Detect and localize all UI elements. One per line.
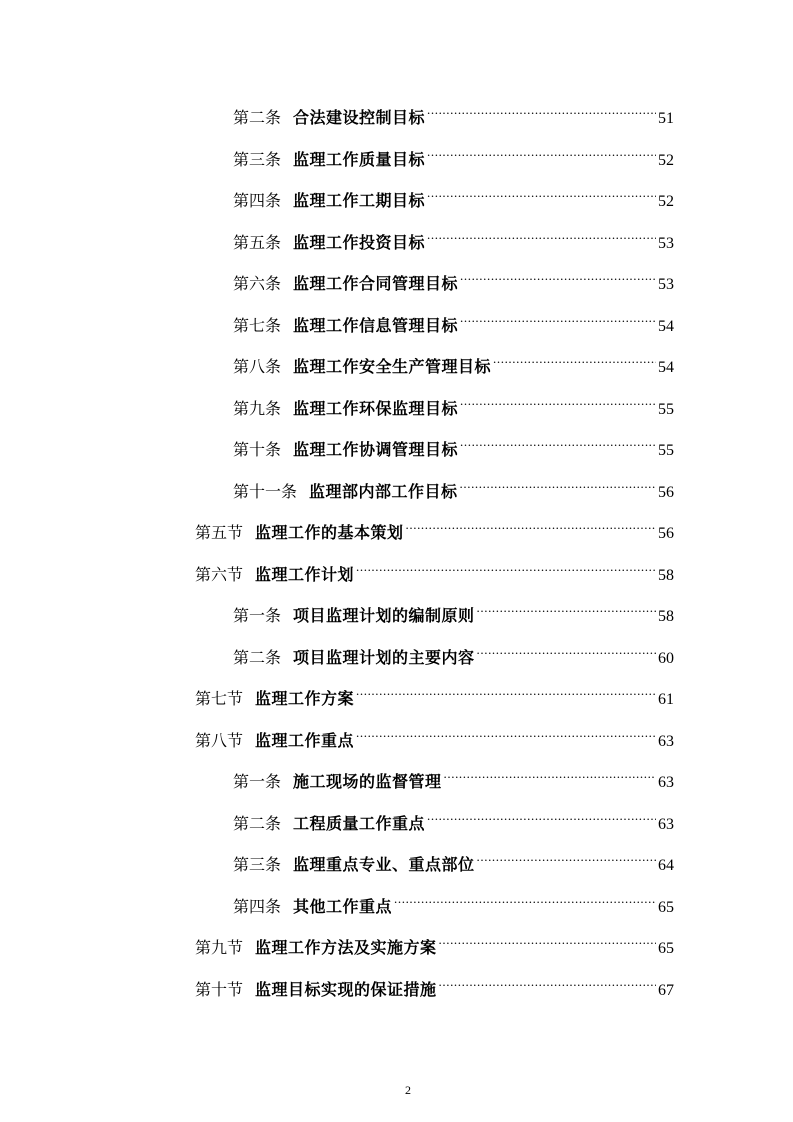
toc-entry-page: 53 — [658, 276, 674, 293]
dot-leader — [439, 925, 656, 953]
toc-entry-title: 监理重点专业、重点部位 — [293, 855, 475, 874]
dot-leader — [460, 427, 656, 455]
toc-article-entry[interactable] — [233, 842, 674, 874]
toc-article-entry[interactable] — [233, 427, 674, 459]
dot-leader — [460, 261, 656, 289]
dot-leader — [439, 967, 656, 995]
toc-article-entry[interactable] — [233, 884, 674, 916]
toc-entry-title: 监理目标实现的保证措施 — [255, 979, 437, 999]
toc-entry-page: 55 — [658, 400, 674, 418]
toc-entry-title: 监理工作方案 — [255, 689, 355, 708]
dot-leader — [356, 552, 656, 580]
toc-entry-page: 63 — [658, 815, 674, 833]
toc-entry-title: 监理工作的基本策划 — [255, 523, 404, 542]
toc-entry-title: 监理工作方法及实施方案 — [255, 938, 437, 957]
toc-entry-page: 52 — [658, 193, 674, 210]
dot-leader — [394, 884, 656, 912]
toc-entry-page: 55 — [658, 442, 674, 459]
toc-entry-page: 65 — [658, 898, 674, 916]
dot-leader — [444, 759, 656, 787]
toc-article-entry[interactable] — [233, 137, 674, 169]
dot-leader — [477, 593, 656, 621]
dot-leader — [427, 801, 656, 829]
toc-entry-number: 第七条 — [233, 315, 282, 335]
toc-section-entry[interactable] — [195, 718, 674, 750]
dot-leader — [427, 220, 656, 248]
toc-section-entry[interactable] — [195, 552, 674, 584]
toc-entry-number: 第五节 — [195, 523, 244, 542]
toc-article-entry[interactable] — [233, 386, 674, 418]
toc-entry-title: 监理工作工期目标 — [293, 191, 426, 210]
toc-entry-title: 监理工作环保监理目标 — [293, 398, 459, 418]
toc-entry-title: 项目监理计划的编制原则 — [293, 606, 475, 625]
dot-leader — [427, 137, 656, 165]
dot-leader — [460, 469, 656, 497]
toc-entry-number: 第九节 — [195, 938, 244, 957]
toc-entry-title: 其他工作重点 — [293, 896, 393, 916]
toc-entry-number: 第六节 — [195, 564, 244, 584]
toc-entry-page: 63 — [658, 732, 674, 750]
toc-entry-number: 第三条 — [233, 855, 282, 874]
dot-leader — [493, 344, 656, 372]
toc-entry-title: 工程质量工作重点 — [293, 813, 426, 833]
toc-section-entry[interactable] — [195, 925, 674, 957]
toc-entry-number: 第二条 — [233, 647, 282, 667]
toc-entry-number: 第五条 — [233, 232, 282, 252]
toc-entry-title: 监理部内部工作目标 — [309, 481, 458, 501]
toc-entry-title: 监理工作协调管理目标 — [293, 440, 459, 459]
toc-entry-number: 第九条 — [233, 398, 282, 418]
toc-entry-number: 第七节 — [195, 689, 244, 708]
toc-entry-number: 第六条 — [233, 274, 282, 293]
toc-article-entry[interactable] — [233, 801, 674, 833]
dot-leader — [406, 510, 656, 538]
toc-entry-number: 第八节 — [195, 730, 244, 750]
toc-article-entry[interactable] — [233, 635, 674, 667]
toc-article-entry[interactable] — [233, 759, 674, 791]
toc-section-entry[interactable] — [195, 967, 674, 999]
toc-entry-title: 监理工作安全生产管理目标 — [293, 357, 492, 376]
toc-entry-page: 52 — [658, 151, 674, 169]
toc-entry-page: 63 — [658, 774, 674, 791]
toc-entry-number: 第一条 — [233, 606, 282, 625]
toc-entry-number: 第十节 — [195, 979, 244, 999]
dot-leader — [460, 386, 656, 414]
dot-leader — [460, 303, 656, 331]
toc-entry-page: 54 — [658, 359, 674, 376]
toc-section-entry[interactable] — [195, 676, 674, 708]
dot-leader — [356, 676, 656, 704]
toc-entry-page: 60 — [658, 649, 674, 667]
toc-article-entry[interactable] — [233, 593, 674, 625]
toc-entry-title: 监理工作合同管理目标 — [293, 274, 459, 293]
toc-article-entry[interactable] — [233, 220, 674, 252]
toc-entry-title: 项目监理计划的主要内容 — [293, 647, 475, 667]
toc-entry-number: 第四条 — [233, 191, 282, 210]
toc-article-entry[interactable] — [233, 469, 674, 501]
toc-entry-page: 56 — [658, 483, 674, 501]
toc-entry-title: 监理工作质量目标 — [293, 149, 426, 169]
toc-entry-title: 监理工作计划 — [255, 564, 355, 584]
toc-article-entry[interactable] — [233, 95, 674, 127]
toc-section-entry[interactable] — [195, 510, 674, 542]
toc-entry-number: 第四条 — [233, 896, 282, 916]
toc-entry-title: 合法建设控制目标 — [293, 108, 426, 127]
toc-entry-number: 第三条 — [233, 149, 282, 169]
toc-entry-page: 56 — [658, 525, 674, 542]
toc-article-entry[interactable] — [233, 344, 674, 376]
toc-entry-number: 第十条 — [233, 440, 282, 459]
toc-entry-page: 54 — [658, 317, 674, 335]
toc-entry-title: 监理工作信息管理目标 — [293, 315, 459, 335]
toc-entry-number: 第二条 — [233, 813, 282, 833]
dot-leader — [477, 842, 656, 870]
toc-entry-title: 监理工作重点 — [255, 730, 355, 750]
toc-entry-page: 51 — [658, 110, 674, 127]
toc-entry-page: 65 — [658, 940, 674, 957]
toc-entry-page: 67 — [658, 981, 674, 999]
toc-article-entry[interactable] — [233, 178, 674, 210]
dot-leader — [356, 718, 656, 746]
toc-article-entry[interactable] — [233, 303, 674, 335]
toc-article-entry[interactable] — [233, 261, 674, 293]
dot-leader — [427, 178, 656, 206]
toc-entry-page: 64 — [658, 857, 674, 874]
toc-entry-page: 61 — [658, 691, 674, 708]
toc-entry-number: 第二条 — [233, 108, 282, 127]
toc-entry-title: 监理工作投资目标 — [293, 232, 426, 252]
toc-entry-page: 58 — [658, 608, 674, 625]
toc-entry-title: 施工现场的监督管理 — [293, 772, 442, 791]
toc-entry-number: 第八条 — [233, 357, 282, 376]
toc-entry-page: 58 — [658, 566, 674, 584]
dot-leader — [427, 95, 656, 123]
toc-entry-page: 53 — [658, 234, 674, 252]
toc-entry-number: 第一条 — [233, 772, 282, 791]
page-number: 2 — [405, 1083, 411, 1097]
dot-leader — [477, 635, 656, 663]
toc-entry-number: 第十一条 — [233, 481, 298, 501]
